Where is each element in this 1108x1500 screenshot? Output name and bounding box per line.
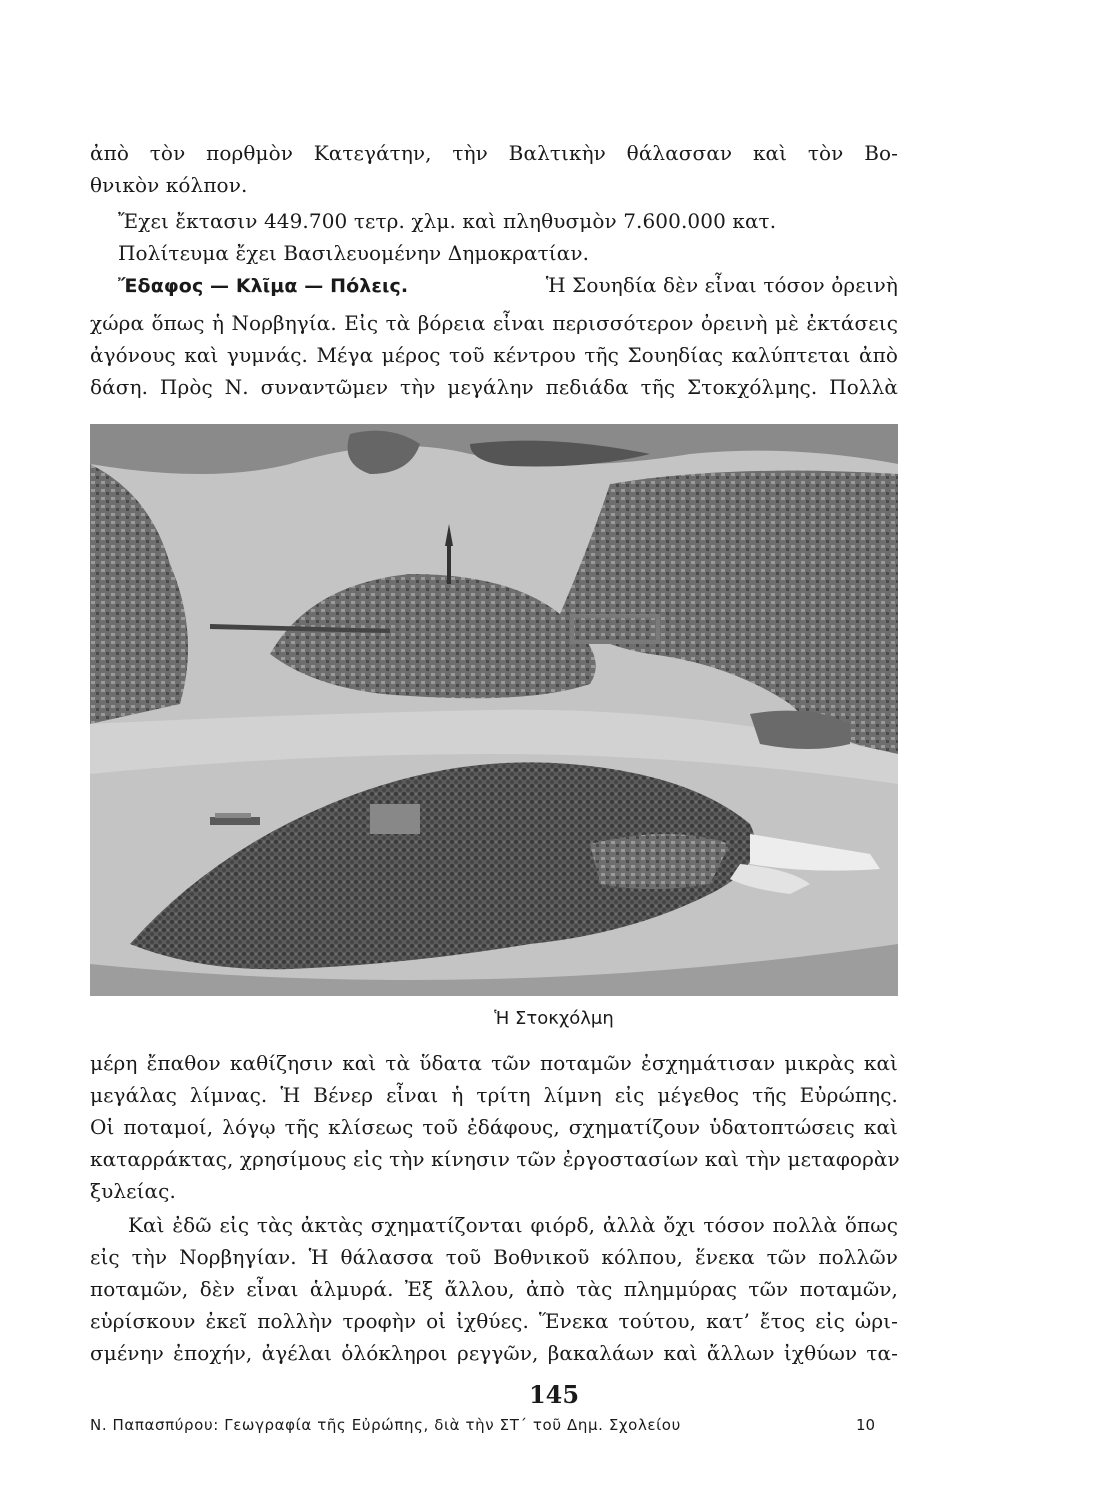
photo-caption: Ἡ Στοκχόλμη [494,1008,614,1029]
text-line: ἀπὸ τὸν πορθμὸν Κατεγάτην, τὴν Βαλτικὴν θάλασσαν καὶ τὸν Βο- [90,141,898,165]
section-heading: Ἔδαφος — Κλῖμα — Πόλεις. [118,275,409,297]
text-line: Καὶ ἐδῶ εἰς τὰς ἀκτὰς σχηματίζονται φιόρδ, ἀλλὰ ὄχι τόσον πολλὰ ὅπως [128,1213,898,1237]
text-line: Ἔχει ἔκτασιν 449.700 τετρ. χλμ. καὶ πληθυσμὸν 7.600.000 κατ. [118,209,777,233]
sheet-number: 10 [856,1416,876,1434]
text-line: Πολίτευμα ἔχει Βασιλευομένην Δημοκρατίαν. [118,241,590,265]
page-number: 145 [528,1380,580,1409]
text-line: ποταμῶν, δὲν εἶναι ἁλμυρά. Ἐξ ἄλλου, ἀπὸ τὰς πλημμύρας τῶν ποταμῶν, [90,1277,898,1301]
text-line: δάση. Πρὸς Ν. συναντῶμεν τὴν μεγάλην πεδιάδα τῆς Στοκχόλμης. Πολλὰ [90,375,898,399]
text-line: σμένην ἐποχήν, ἀγέλαι ὁλόκληροι ρεγγῶν, βακαλάων καὶ ἄλλων ἰχθύων τα- [90,1341,898,1365]
text-line: χώρα ὅπως ἡ Νορβηγία. Εἰς τὰ βόρεια εἶναι περισσότερον ὀρεινὴ μὲ ἐκτάσεις [90,311,898,335]
text-line: ξυλείας. [90,1179,176,1203]
section-heading-line [118,272,898,299]
text-line: μεγάλας λίμνας. Ἡ Βένερ εἶναι ἡ τρίτη λίμνη εἰς μέγεθος τῆς Εὐρώπης. [90,1083,898,1107]
text-line: Οἱ ποταμοί, λόγῳ τῆς κλίσεως τοῦ ἐδάφους, σχηματίζουν ὑδατοπτώσεις καὶ [90,1115,898,1139]
text-line: εἰς τὴν Νορβηγίαν. Ἡ θάλασσα τοῦ Βοθνικοῦ κόλπου, ἕνεκα τῶν πολλῶν [90,1245,898,1269]
text-line: μέρη ἔπαθον καθίζησιν καὶ τὰ ὕδατα τῶν ποταμῶν ἐσχημάτισαν μικρὰς καὶ [90,1051,898,1075]
footer-text: Ν. Παπασπύρου: Γεωγραφία τῆς Εὐρώπης, διὰ τὴν ΣΤ΄ τοῦ Δημ. Σχολείου [90,1416,681,1434]
text-line: θνικὸν κόλπον. [90,173,248,197]
stockholm-aerial-photo [90,424,898,996]
heading-rest-text: Ἡ Σουηδία δὲν εἶναι τόσον ὀρεινὴ [545,273,898,297]
text-line: εὑρίσκουν ἐκεῖ πολλὴν τροφὴν οἱ ἰχθύες. Ἕνεκα τούτου, κατ’ ἔτος εἰς ὡρι- [90,1309,898,1333]
text-line: ἀγόνους καὶ γυμνάς. Μέγα μέρος τοῦ κέντρου τῆς Σουηδίας καλύπτεται ἀπὸ [90,343,898,367]
text-line: καταρράκτας, χρησίμους εἰς τὴν κίνησιν τῶν ἐργοστασίων καὶ τὴν μεταφορὰν [90,1147,900,1171]
